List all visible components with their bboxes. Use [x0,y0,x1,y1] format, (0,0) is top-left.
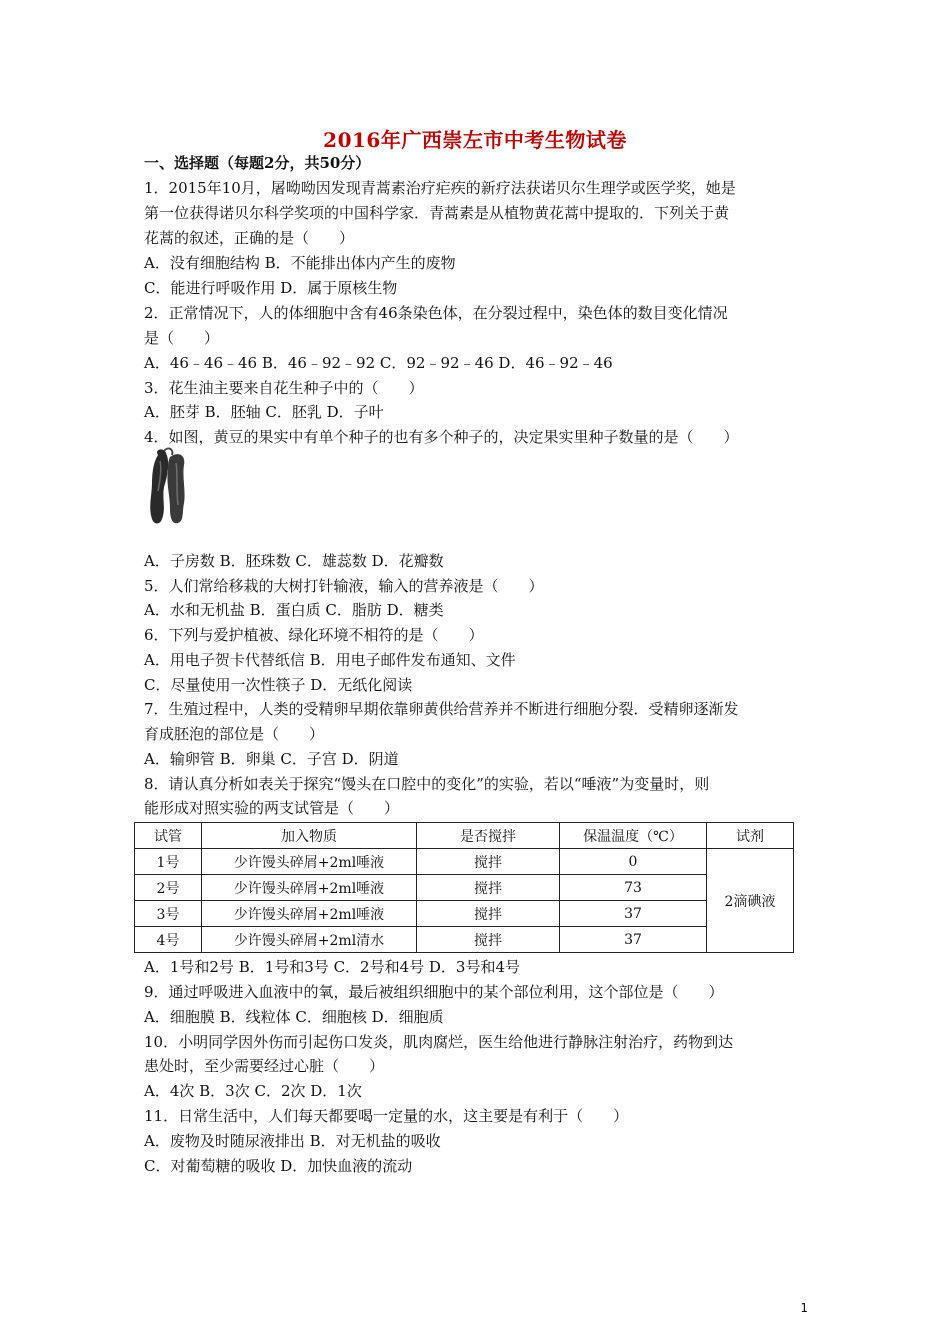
question-line: 是（ ） [144,329,220,347]
question-line: 3．花生油主要来自花生种子中的（ ） [144,379,424,397]
question-line: 1．2015年10月，屠呦呦因发现青蒿素治疗疟疾的新疗法获诺贝尔生理学或医学奖，她是 [144,179,736,197]
table-cell: 3号 [135,901,202,927]
table-cell: 少许馒头碎屑+2ml唾液 [202,849,417,875]
table-cell: 2号 [135,875,202,901]
option-line: A．废物及时随尿液排出 B．对无机盐的吸收 [144,1132,441,1150]
option-line: A．没有细胞结构 B．不能排出体内产生的废物 [144,254,456,272]
question-line: 11．日常生活中，人们每天都要喝一定量的水，这主要是有利于（ ） [144,1107,629,1125]
soybean-pod-image [144,447,194,527]
option-line: A．输卵管 B．卵巢 C．子宫 D．阴道 [144,750,399,768]
option-line: A．46﹣46﹣46 B．46﹣92﹣92 C．92﹣92﹣46 D．46﹣92﹣46 [144,354,613,372]
table-cell: 少许馒头碎屑+2ml唾液 [202,901,417,927]
question-line: 患处时，至少需要经过心脏（ ） [144,1057,385,1075]
question-line: 6．下列与爱护植被、绿化环境不相符的是（ ） [144,626,484,644]
question-line: 育成胚泡的部位是（ ） [144,725,325,743]
option-line: A．细胞膜 B．线粒体 C．细胞核 D．细胞质 [144,1008,444,1026]
reagent-cell: 2滴碘液 [707,849,794,953]
option-line: C．能进行呼吸作用 D．属于原核生物 [144,279,398,297]
question-line: 能形成对照实验的两支试管是（ ） [144,799,400,817]
table-cell: 0 [560,849,707,875]
table-cell: 搅拌 [417,849,560,875]
question-line: 花蒿的叙述，正确的是（ ） [144,229,355,247]
page-number: 1 [800,1301,808,1315]
question-line: 9．通过呼吸进入血液中的氧，最后被组织细胞中的某个部位利用，这个部位是（ ） [144,983,724,1001]
table-cell: 少许馒头碎屑+2ml唾液 [202,875,417,901]
table-cell: 1号 [135,849,202,875]
question-line: 8．请认真分析如表关于探究“馒头在口腔中的变化”的实验，若以“唾液”为变量时，则 [144,775,710,793]
section-heading: 一、选择题（每题2分，共50分） [144,154,371,172]
question-line: 10．小明同学因外伤而引起伤口发炎，肌肉腐烂，医生给他进行静脉注射治疗，药物到达 [144,1033,734,1051]
table-cell: 73 [560,875,707,901]
table-cell: 搅拌 [417,875,560,901]
table-header-cell: 加入物质 [202,823,417,849]
option-line: C．尽量使用一次性筷子 D．无纸化阅读 [144,676,413,694]
question-line: 5．人们常给移栽的大树打针输液，输入的营养液是（ ） [144,577,544,595]
table-cell: 搅拌 [417,901,560,927]
option-line: A．胚芽 B．胚轴 C．胚乳 D．子叶 [144,403,384,421]
table-header-cell: 保温温度（℃） [560,823,707,849]
table-cell: 37 [560,927,707,953]
option-line: A．4次 B．3次 C．2次 D．1次 [144,1082,362,1100]
option-line: C．对葡萄糖的吸收 D．加快血液的流动 [144,1157,413,1175]
page-title: 2016年广西崇左市中考生物试卷 [323,128,627,152]
option-line: A．用电子贺卡代替纸信 B．用电子邮件发布通知、文件 [144,651,516,669]
question-line: 2．正常情况下，人的体细胞中含有46条染色体，在分裂过程中，染色体的数目变化情况 [144,304,728,322]
experiment-table [134,822,794,953]
table-header-row [135,823,794,849]
table-cell: 少许馒头碎屑+2ml清水 [202,927,417,953]
option-line: A．子房数 B．胚珠数 C．雄蕊数 D．花瓣数 [144,552,444,570]
table-cell: 4号 [135,927,202,953]
table-row [135,901,794,927]
table-cell: 37 [560,901,707,927]
option-line: A．1号和2号 B．1号和3号 C．2号和4号 D．3号和4号 [144,958,521,976]
table-row [135,927,794,953]
table-header-cell: 试管 [135,823,202,849]
table-row [135,849,794,875]
question-line: 第一位获得诺贝尔科学奖项的中国科学家．青蒿素是从植物黄花蒿中提取的．下列关于黄 [144,204,730,222]
table-header-cell: 是否搅拌 [417,823,560,849]
table-row [135,875,794,901]
question-line: 7．生殖过程中，人类的受精卵早期依靠卵黄供给营养并不断进行细胞分裂．受精卵逐渐发 [144,700,739,718]
question-line: 4．如图，黄豆的果实中有单个种子的也有多个种子的，决定果实里种子数量的是（ ） [144,428,739,446]
table-cell: 搅拌 [417,927,560,953]
table-header-cell: 试剂 [707,823,794,849]
option-line: A．水和无机盐 B．蛋白质 C．脂肪 D．糖类 [144,601,444,619]
